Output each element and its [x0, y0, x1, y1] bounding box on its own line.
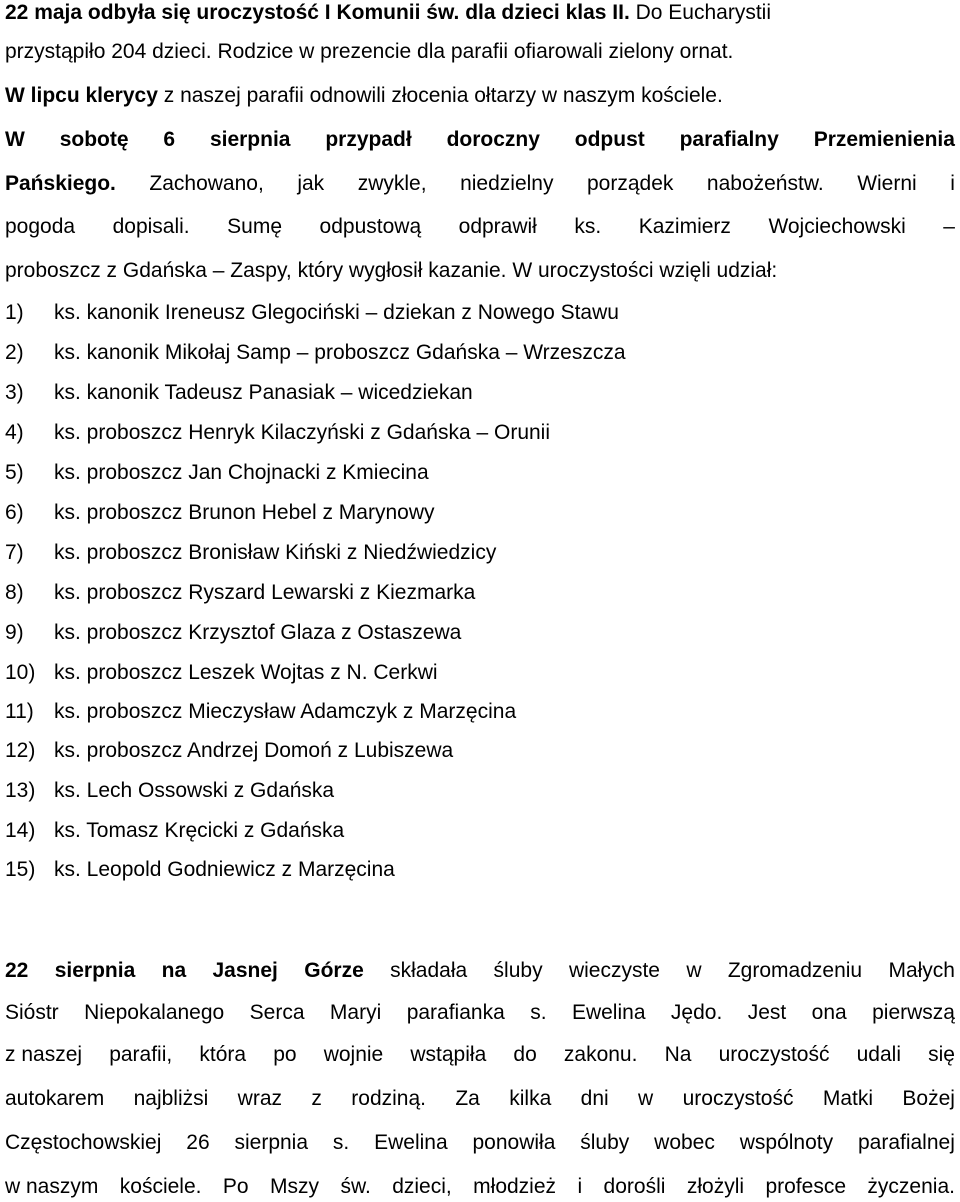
- list-number: 15): [5, 858, 36, 881]
- word: Kazimierz: [638, 215, 731, 238]
- word: ona: [811, 1001, 847, 1024]
- list-item: [5, 340, 626, 366]
- word: wspólnoty: [739, 1131, 834, 1154]
- word: złożyli: [686, 1175, 745, 1198]
- word: Wojciechowski: [768, 215, 906, 238]
- word: Sióstr: [5, 1001, 59, 1024]
- word: wobec: [654, 1131, 715, 1154]
- list-item: [5, 500, 435, 526]
- word: wojnie: [323, 1043, 384, 1066]
- list-number: 1): [5, 301, 24, 324]
- list-item: [5, 778, 334, 804]
- word: Jest: [747, 1001, 787, 1024]
- list-item: [5, 699, 516, 725]
- word: wieczyste: [568, 959, 660, 982]
- word: dopisali.: [112, 215, 190, 238]
- word: która: [199, 1043, 247, 1066]
- word: Po: [222, 1175, 249, 1198]
- word: przypadł: [325, 128, 412, 151]
- p1-line-1-bold: 22 maja odbyła się uroczystość I Komunii św. dla dzieci klas II.: [5, 1, 630, 24]
- word: Częstochowskiej: [5, 1131, 162, 1154]
- word: kilka: [509, 1087, 552, 1110]
- word: s.: [530, 1001, 547, 1024]
- p1-line-2: przystąpiło 204 dzieci. Rodzice w prezencie dla parafii ofiarowali zielony ornat.: [5, 40, 734, 63]
- list-text: ks. Lech Ossowski z Gdańska: [54, 779, 335, 802]
- list-text: ks. proboszcz Ryszard Lewarski z Kiezmarka: [54, 581, 476, 604]
- word: się: [928, 1043, 955, 1066]
- word: rodziną.: [351, 1087, 426, 1110]
- word: kościele.: [119, 1175, 202, 1198]
- list-number: 3): [5, 381, 24, 404]
- word: parafialny: [679, 128, 779, 151]
- list-number: 6): [5, 501, 24, 524]
- p1-line-7: proboszcz z Gdańska – Zaspy, który wygłosił kazanie. W uroczystości wzięli udział:: [5, 259, 778, 282]
- list-number: 12): [5, 739, 36, 762]
- p1-line-1-rest: Do Eucharystii: [629, 1, 771, 24]
- list-text: ks. kanonik Ireneusz Glegociński – dziekan z Nowego Stawu: [54, 301, 619, 324]
- list-number: 11): [5, 700, 34, 723]
- list-number: 8): [5, 581, 24, 604]
- word: dni: [580, 1087, 609, 1110]
- word: Sumę: [227, 215, 283, 238]
- p2-line-6: [5, 1174, 955, 1200]
- word: ks.: [574, 215, 602, 238]
- word: wraz: [237, 1087, 283, 1110]
- word: doroczny: [446, 128, 540, 151]
- p2-line-2: [5, 1000, 955, 1026]
- word: składała: [390, 959, 468, 982]
- word: porządek: [587, 172, 674, 195]
- list-text: ks. proboszcz Andrzej Domoń z Lubiszewa: [54, 739, 454, 762]
- list-text: ks. kanonik Mikołaj Samp – proboszcz Gdańska – Wrzeszcza: [54, 341, 626, 364]
- list-number: 14): [5, 819, 36, 842]
- word: –: [943, 215, 955, 238]
- list-item: [5, 460, 429, 486]
- list-item: [5, 580, 475, 606]
- word: młodzież: [473, 1175, 557, 1198]
- word: Na: [664, 1043, 692, 1066]
- p1-line-5: [5, 171, 955, 197]
- word: ponowiła: [472, 1131, 556, 1154]
- word: zakonu.: [563, 1043, 638, 1066]
- word: i: [950, 172, 955, 195]
- list-item: [5, 818, 344, 844]
- word: św.: [340, 1175, 371, 1198]
- word: Zgromadzeniu: [727, 959, 863, 982]
- word: z: [311, 1087, 322, 1110]
- list-text: ks. proboszcz Mieczysław Adamczyk z Marzęcina: [54, 700, 517, 723]
- word: życzenia.: [867, 1175, 955, 1198]
- word: w naszym: [5, 1175, 99, 1198]
- list-text: ks. proboszcz Krzysztof Glaza z Ostaszewa: [54, 621, 462, 644]
- word: Matki: [822, 1087, 874, 1110]
- word: uroczystość: [718, 1043, 830, 1066]
- word: sierpnia: [234, 1131, 309, 1154]
- word: profesce: [765, 1175, 846, 1198]
- word: Serca: [249, 1001, 305, 1024]
- word: Ewelina: [571, 1001, 646, 1024]
- list-text: ks. proboszcz Jan Chojnacki z Kmiecina: [54, 461, 429, 484]
- word: Przemienienia: [813, 128, 955, 151]
- list-number: 9): [5, 621, 24, 644]
- word: W: [5, 128, 25, 151]
- p2-line-5: [5, 1130, 955, 1156]
- word: odprawił: [458, 215, 537, 238]
- word: s.: [332, 1131, 350, 1154]
- list-number: 2): [5, 341, 24, 364]
- list-number: 7): [5, 541, 24, 564]
- word: jak: [297, 172, 325, 195]
- word: do: [513, 1043, 537, 1066]
- word: Jasnej: [212, 959, 278, 982]
- word: Niepokalanego: [84, 1001, 225, 1024]
- word: Jędo.: [670, 1001, 723, 1024]
- word: z naszej: [5, 1043, 83, 1066]
- list-text: ks. proboszcz Leszek Wojtas z N. Cerkwi: [54, 661, 438, 684]
- list-text: ks. proboszcz Brunon Hebel z Marynowy: [54, 501, 435, 524]
- word: parafii,: [109, 1043, 173, 1066]
- word: parafianka: [406, 1001, 505, 1024]
- word: 22: [5, 959, 29, 982]
- word: Bożej: [902, 1087, 955, 1110]
- word: Maryi: [329, 1001, 382, 1024]
- word: Zachowano,: [149, 172, 264, 195]
- word: Mszy: [270, 1175, 320, 1198]
- list-number: 4): [5, 421, 24, 444]
- list-number: 10): [5, 661, 36, 684]
- word: uroczystość: [682, 1087, 794, 1110]
- list-item: [5, 738, 453, 764]
- word: parafialnej: [857, 1131, 955, 1154]
- word: 6: [163, 128, 176, 151]
- list-item: [5, 857, 395, 883]
- word: śluby: [580, 1131, 630, 1154]
- word: dzieci,: [392, 1175, 452, 1198]
- word: w: [686, 959, 702, 982]
- word: 26: [186, 1131, 210, 1154]
- word: najbliżsi: [133, 1087, 209, 1110]
- word: udali: [856, 1043, 901, 1066]
- word: niedzielny: [460, 172, 554, 195]
- word: Wierni: [857, 172, 917, 195]
- word: i: [577, 1175, 583, 1198]
- p2-line-4: [5, 1086, 955, 1112]
- p1-line-3-rest: z naszej parafii odnowili złocenia ołtarzy w naszym kościele.: [157, 84, 723, 107]
- word: na: [161, 959, 187, 982]
- word: Pańskiego.: [5, 172, 116, 195]
- list-item: [5, 540, 496, 566]
- list-item: [5, 660, 438, 686]
- word: pierwszą: [872, 1001, 955, 1024]
- word: pogoda: [5, 215, 76, 238]
- list-text: ks. Leopold Godniewicz z Marzęcina: [54, 858, 395, 881]
- p2-line-1: [5, 958, 955, 984]
- word: Ewelina: [374, 1131, 448, 1154]
- list-item: [5, 300, 619, 326]
- p1-line-4: [5, 127, 955, 153]
- word: nabożeństw.: [706, 172, 824, 195]
- word: sobotę: [59, 128, 129, 151]
- list-item: [5, 380, 473, 406]
- word: wstąpiła: [410, 1043, 487, 1066]
- p2-line-3: [5, 1042, 955, 1068]
- list-text: ks. proboszcz Bronisław Kiński z Niedźwiedzicy: [54, 541, 497, 564]
- word: zwykle,: [357, 172, 427, 195]
- word: Małych: [888, 959, 955, 982]
- p1-line-1: [5, 0, 771, 26]
- word: w: [638, 1087, 654, 1110]
- list-text: ks. proboszcz Henryk Kilaczyński z Gdańska – Orunii: [54, 421, 551, 444]
- word: sierpnia: [54, 959, 136, 982]
- word: odpust: [574, 128, 645, 151]
- list-item: [5, 420, 550, 446]
- word: Górze: [304, 959, 364, 982]
- p1-line-6: [5, 214, 955, 240]
- word: Za: [455, 1087, 480, 1110]
- word: po: [273, 1043, 297, 1066]
- word: autokarem: [5, 1087, 105, 1110]
- list-text: ks. Tomasz Kręcicki z Gdańska: [54, 819, 345, 842]
- list-number: 13): [5, 779, 36, 802]
- list-number: 5): [5, 461, 24, 484]
- word: odpustową: [319, 215, 422, 238]
- word: dorośli: [603, 1175, 666, 1198]
- p1-line-3-bold: W lipcu klerycy: [5, 84, 158, 107]
- word: sierpnia: [209, 128, 291, 151]
- p1-line-3: [5, 83, 723, 109]
- list-item: [5, 620, 461, 646]
- word: śluby: [493, 959, 543, 982]
- list-text: ks. kanonik Tadeusz Panasiak – wicedziekan: [54, 381, 473, 404]
